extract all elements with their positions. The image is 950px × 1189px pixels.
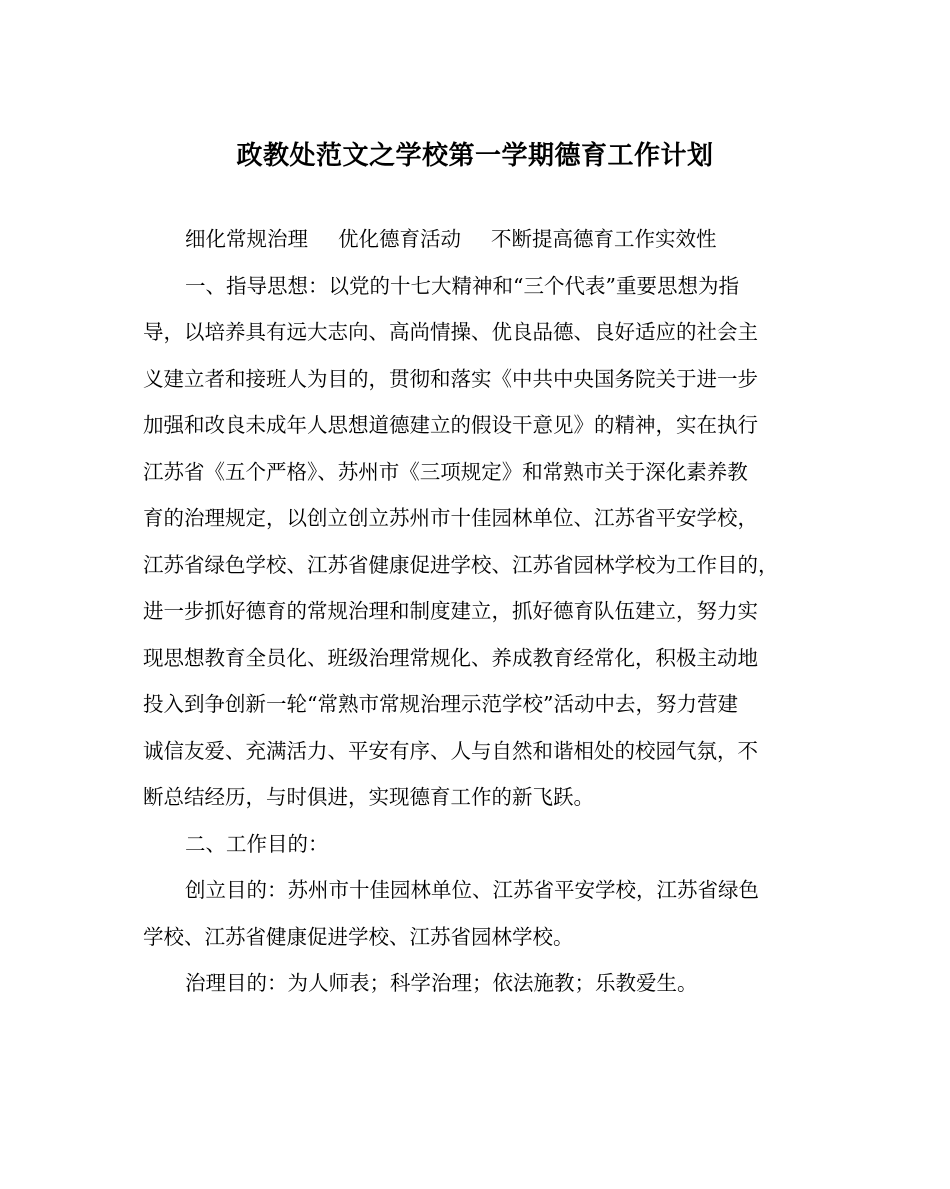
paragraph-line: 一、指导思想：以党的十七大精神和“三个代表”重要思想为指 [185, 273, 739, 298]
section-heading: 二、工作目的： [185, 831, 329, 856]
subtitle-part-2: 优化德育活动 [338, 227, 461, 251]
paragraph-line: 学校、江苏省健康促进学校、江苏省园林学校。 [143, 924, 574, 949]
paragraph-line: 加强和改良未成年人思想道德建立的假设干意见》的精神，实在执行 [143, 413, 758, 437]
paragraph-line: 育的治理规定，以创立创立苏州市十佳园林单位、江苏省平安学校， [143, 506, 758, 530]
paragraph-line: 治理目的：为人师表；科学治理；依法施教；乐教爱生。 [185, 971, 698, 995]
paragraph-line: 导，以培养具有远大志向、高尚情操、优良品德、良好适应的社会主 [143, 320, 758, 344]
document-body [143, 216, 807, 1007]
paragraph-line: 义建立者和接班人为目的，贯彻和落实《中共中央国务院关于进一步 [143, 366, 758, 391]
subtitle-part-3: 不断提高德育工作实效性 [491, 227, 717, 251]
paragraph-line: 投入到争创新一轮“常熟市常规治理示范学校”活动中去，努力营建 [143, 692, 738, 716]
paragraph-line: 创立目的：苏州市十佳园林单位、江苏省平安学校，江苏省绿色 [185, 878, 759, 902]
paragraph-line: 进一步抓好德育的常规治理和制度建立，抓好德育队伍建立，努力实 [143, 599, 758, 623]
paragraph-line: 现思想教育全员化、班级治理常规化、养成教育经常化，积极主动地 [143, 645, 758, 670]
paragraph-line: 江苏省《五个严格》、苏州市《三项规定》和常熟市关于深化素养教 [143, 459, 748, 484]
subtitle-line [143, 216, 807, 263]
paragraph-line: 诚信友爱、充满活力、平安有序、人与自然和谐相处的校园气氛，不 [143, 738, 758, 763]
paragraph-line: 断总结经历，与时俱进，实现德育工作的新飞跃。 [143, 785, 594, 809]
subtitle-part-1: 细化常规治理 [185, 227, 308, 251]
document-title: 政教处范文之学校第一学期德育工作计划 [236, 141, 714, 171]
paragraph-line: 江苏省绿色学校、江苏省健康促进学校、江苏省园林学校为工作目的， [143, 552, 779, 577]
